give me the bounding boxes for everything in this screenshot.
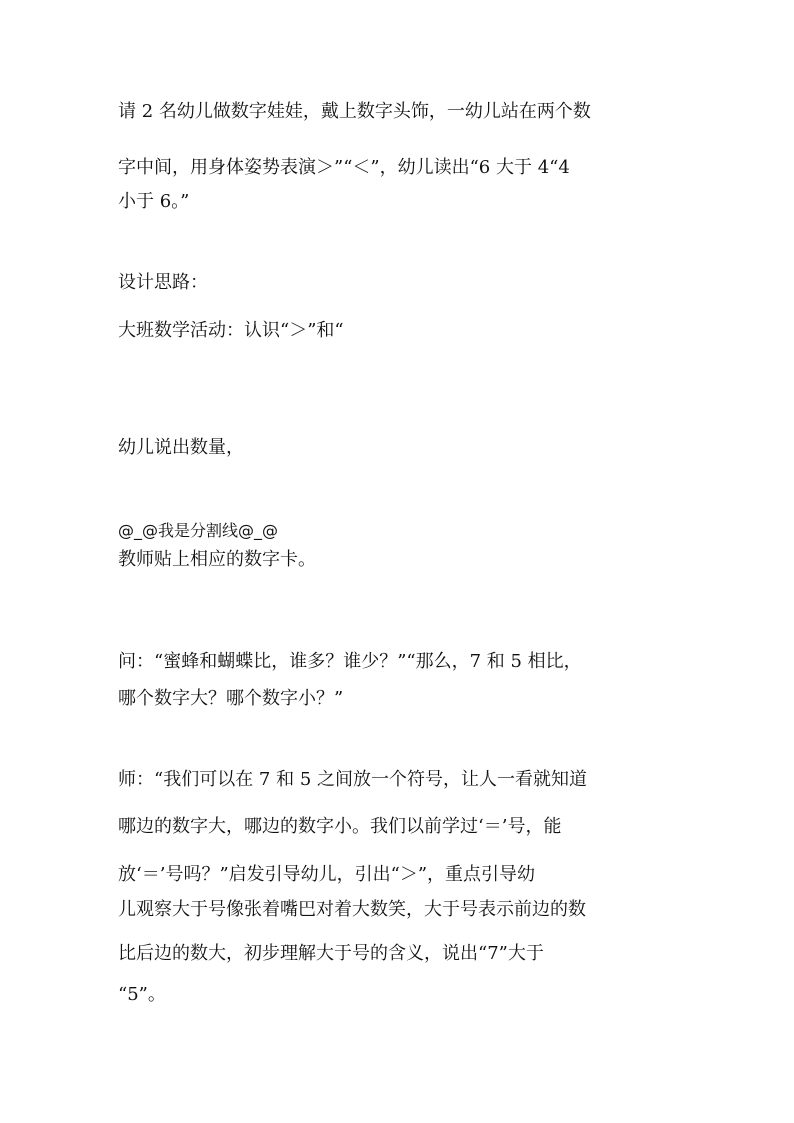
teacher-speech-line-4: 儿观察大于号像张着嘴巴对着大数笑，大于号表示前边的数 [118,899,586,920]
count-line: 幼儿说出数量， [118,437,244,458]
teacher-speech-line-1: 师：“我们可以在 7 和 5 之间放一个符号，让人一看就知道 [118,769,587,790]
paragraph-1-line-2: 字中间，用身体姿势表演＞”“＜”，幼儿读出“6 大于 4“4 [118,157,570,178]
teacher-speech-line-3: 放‘＝’号吗？”启发引导幼儿，引出“＞”，重点引导幼 [118,864,536,885]
teacher-speech-line-5: 比后边的数大，初步理解大于号的含义，说出“7”大于 [118,943,544,964]
question-line-2: 哪个数字大？哪个数字小？” [118,688,344,709]
design-subtitle: 大班数学活动：认识“＞”和“ [118,320,344,341]
paragraph-1-line-3: 小于 6。” [118,191,190,212]
teacher-speech-line-6: “5”。 [118,984,166,1005]
paragraph-1-line-1: 请 2 名幼儿做数字娃娃，戴上数字头饰，一幼儿站在两个数 [118,101,591,122]
teacher-speech-line-2: 哪边的数字大，哪边的数字小。我们以前学过‘＝’号，能 [118,816,562,837]
design-heading: 设计思路： [118,272,208,293]
divider-text: @_@我是分割线@_@ [118,521,279,540]
teacher-card-line: 教师贴上相应的数字卡。 [118,549,316,570]
question-line-1: 问：“蜜蜂和蝴蝶比，谁多？谁少？”“那么，7 和 5 相比， [118,651,582,672]
